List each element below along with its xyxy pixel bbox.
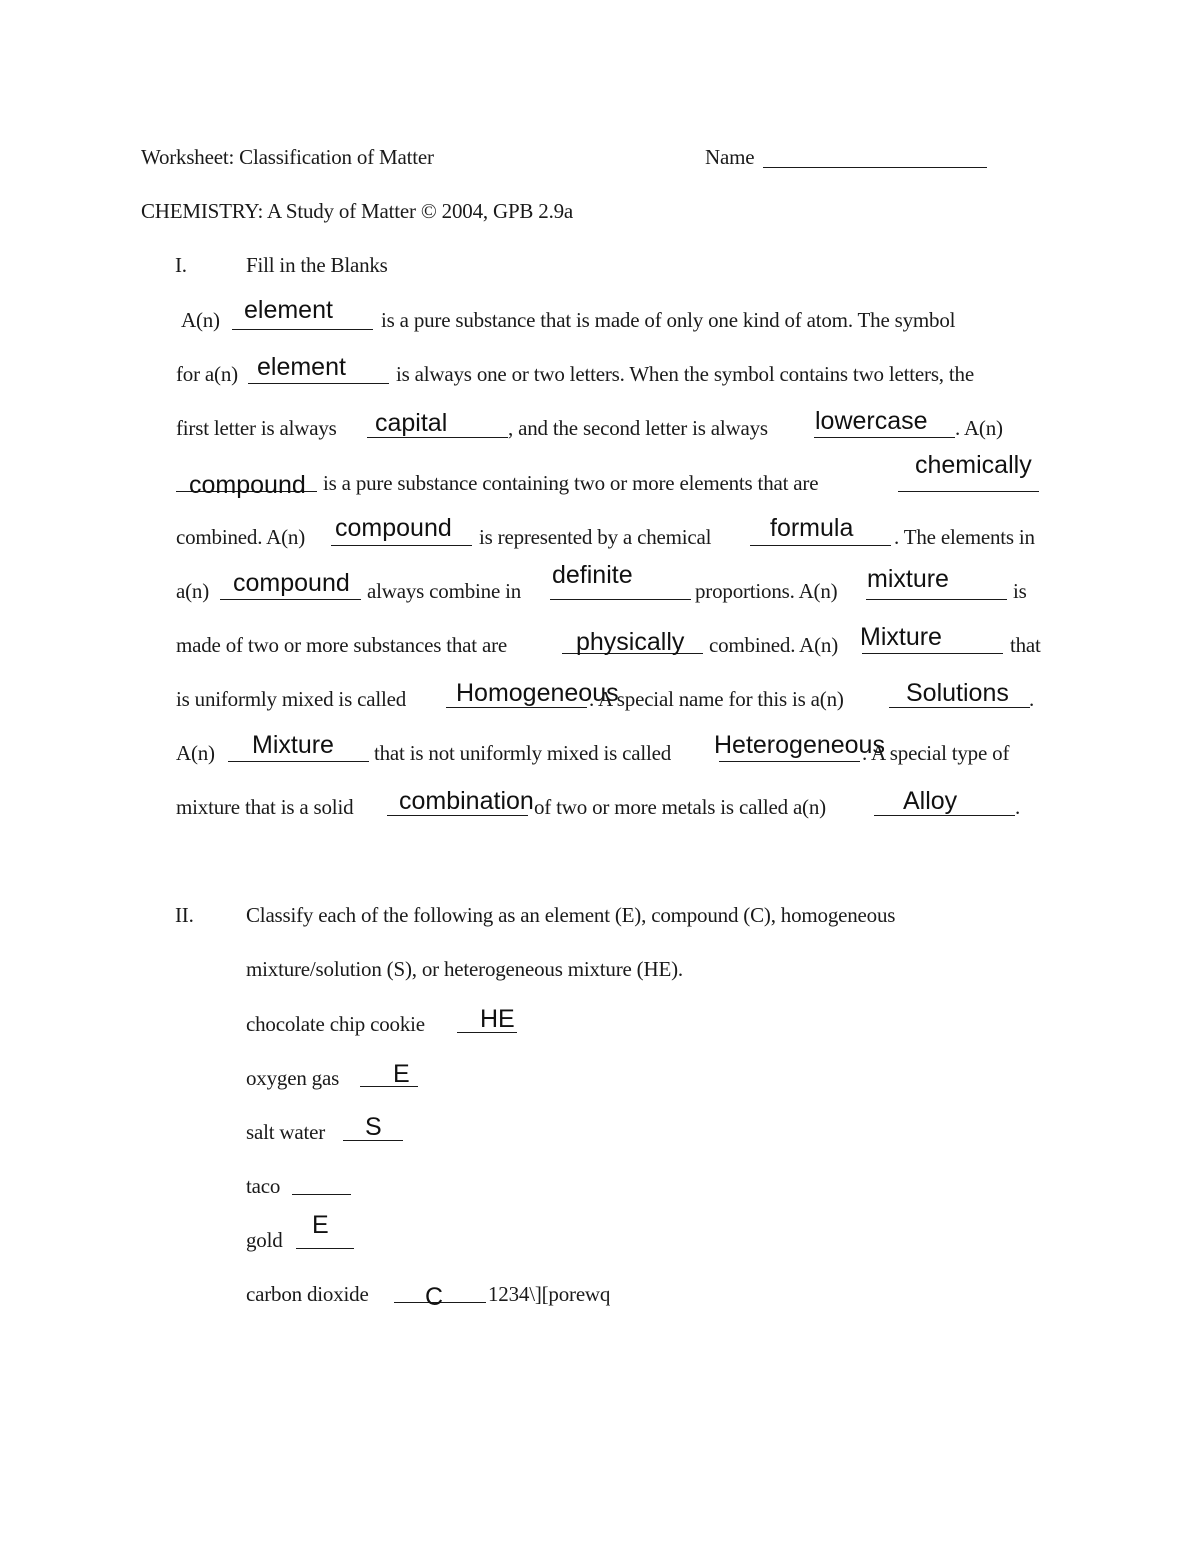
text-segment: A(n) bbox=[181, 308, 220, 332]
answer-14: Homogeneous bbox=[456, 679, 619, 707]
answer-blank-17[interactable] bbox=[719, 761, 860, 762]
answer-1: element bbox=[244, 296, 333, 324]
item-label: salt water bbox=[246, 1120, 326, 1144]
text-segment: is bbox=[1013, 579, 1027, 603]
answer-blank-6[interactable] bbox=[898, 491, 1039, 492]
answer-blank-10[interactable] bbox=[550, 599, 691, 600]
item-label: taco bbox=[246, 1174, 281, 1198]
answer-3: capital bbox=[375, 409, 448, 437]
classify-answer-3: S bbox=[365, 1113, 382, 1141]
text-segment: . bbox=[1015, 795, 1021, 819]
answer-16: Mixture bbox=[252, 731, 334, 759]
answer-blank-16[interactable] bbox=[228, 761, 369, 762]
classify-answer-6: C bbox=[425, 1283, 444, 1311]
answer-10: definite bbox=[552, 561, 633, 589]
text-segment: a(n) bbox=[176, 579, 210, 603]
answer-15: Solutions bbox=[906, 679, 1009, 707]
source-line: CHEMISTRY: A Study of Matter © 2004, GPB 2.9a bbox=[141, 199, 574, 223]
answer-2: element bbox=[257, 353, 346, 381]
answer-5: compound bbox=[189, 471, 306, 499]
name-label: Name bbox=[705, 145, 755, 169]
answer-blank-9[interactable] bbox=[220, 599, 361, 600]
answer-12: physically bbox=[576, 628, 685, 656]
text-segment: is a pure substance that is made of only one kind of atom. The symbol bbox=[381, 308, 956, 332]
text-segment: is uniformly mixed is called bbox=[176, 687, 407, 711]
answer-blank-11[interactable] bbox=[866, 599, 1007, 600]
answer-blank-7[interactable] bbox=[331, 545, 472, 546]
text-segment: . A(n) bbox=[955, 416, 1003, 440]
instruction-line-2: mixture/solution (S), or heterogeneous mixture (HE). bbox=[246, 957, 683, 981]
answer-blank-1[interactable] bbox=[232, 329, 373, 330]
text-segment: . A special type of bbox=[862, 741, 1010, 765]
text-segment: is represented by a chemical bbox=[479, 525, 712, 549]
text-segment: combined. A(n) bbox=[176, 525, 306, 549]
answer-blank-8[interactable] bbox=[750, 545, 891, 546]
answer-blank-4[interactable] bbox=[814, 437, 955, 438]
text-segment: , and the second letter is always bbox=[508, 416, 768, 440]
text-segment: of two or more metals is called a(n) bbox=[534, 795, 826, 819]
text-segment: for a(n) bbox=[176, 362, 238, 386]
answer-8: formula bbox=[770, 514, 854, 542]
text-segment: . The elements in bbox=[894, 525, 1035, 549]
answer-7: compound bbox=[335, 514, 452, 542]
section-heading-1: Fill in the Blanks bbox=[246, 253, 388, 277]
classify-answer-5: E bbox=[312, 1211, 329, 1239]
answer-18: combination bbox=[399, 787, 534, 815]
answer-blank-2[interactable] bbox=[248, 383, 389, 384]
text-segment: A(n) bbox=[176, 741, 215, 765]
text-segment: mixture that is a solid bbox=[176, 795, 354, 819]
classify-answer-2: E bbox=[393, 1060, 410, 1088]
text-segment: that is not uniformly mixed is called bbox=[374, 741, 672, 765]
text-segment: that bbox=[1010, 633, 1041, 657]
text-segment: combined. A(n) bbox=[709, 633, 839, 657]
text-segment: is always one or two letters. When the symbol contains two letters, the bbox=[396, 362, 974, 386]
item-label: carbon dioxide bbox=[246, 1282, 369, 1306]
answer-17: Heterogeneous bbox=[714, 731, 885, 759]
classify-blank-5[interactable] bbox=[296, 1248, 354, 1249]
text-segment: . bbox=[1029, 687, 1035, 711]
text-segment: always combine in bbox=[367, 579, 522, 603]
section-numeral-1: I. bbox=[175, 253, 187, 277]
answer-11: mixture bbox=[867, 565, 949, 593]
item-label: chocolate chip cookie bbox=[246, 1012, 425, 1036]
text-segment: proportions. A(n) bbox=[695, 579, 838, 603]
text-segment: is a pure substance containing two or more elements that are bbox=[323, 471, 819, 495]
answer-4: lowercase bbox=[815, 407, 928, 435]
answer-9: compound bbox=[233, 569, 350, 597]
classify-answer-1: HE bbox=[480, 1005, 515, 1033]
worksheet-title: Worksheet: Classification of Matter bbox=[141, 145, 434, 169]
instruction-line-1: Classify each of the following as an element (E), compound (C), homogeneous bbox=[246, 903, 896, 927]
section-numeral-2: II. bbox=[175, 903, 194, 927]
text-segment: first letter is always bbox=[176, 416, 337, 440]
answer-6: chemically bbox=[915, 451, 1032, 479]
classify-blank-4[interactable] bbox=[292, 1194, 351, 1195]
item-label: gold bbox=[246, 1228, 283, 1252]
name-field[interactable] bbox=[763, 167, 987, 168]
item-label: oxygen gas bbox=[246, 1066, 340, 1090]
text-segment: made of two or more substances that are bbox=[176, 633, 507, 657]
trailing-text: 1234\][porewq bbox=[488, 1282, 611, 1306]
text-segment: . A special name for this is a(n) bbox=[589, 687, 844, 711]
answer-13: Mixture bbox=[860, 623, 942, 651]
answer-19: Alloy bbox=[903, 787, 958, 815]
answer-blank-13[interactable] bbox=[862, 653, 1003, 654]
